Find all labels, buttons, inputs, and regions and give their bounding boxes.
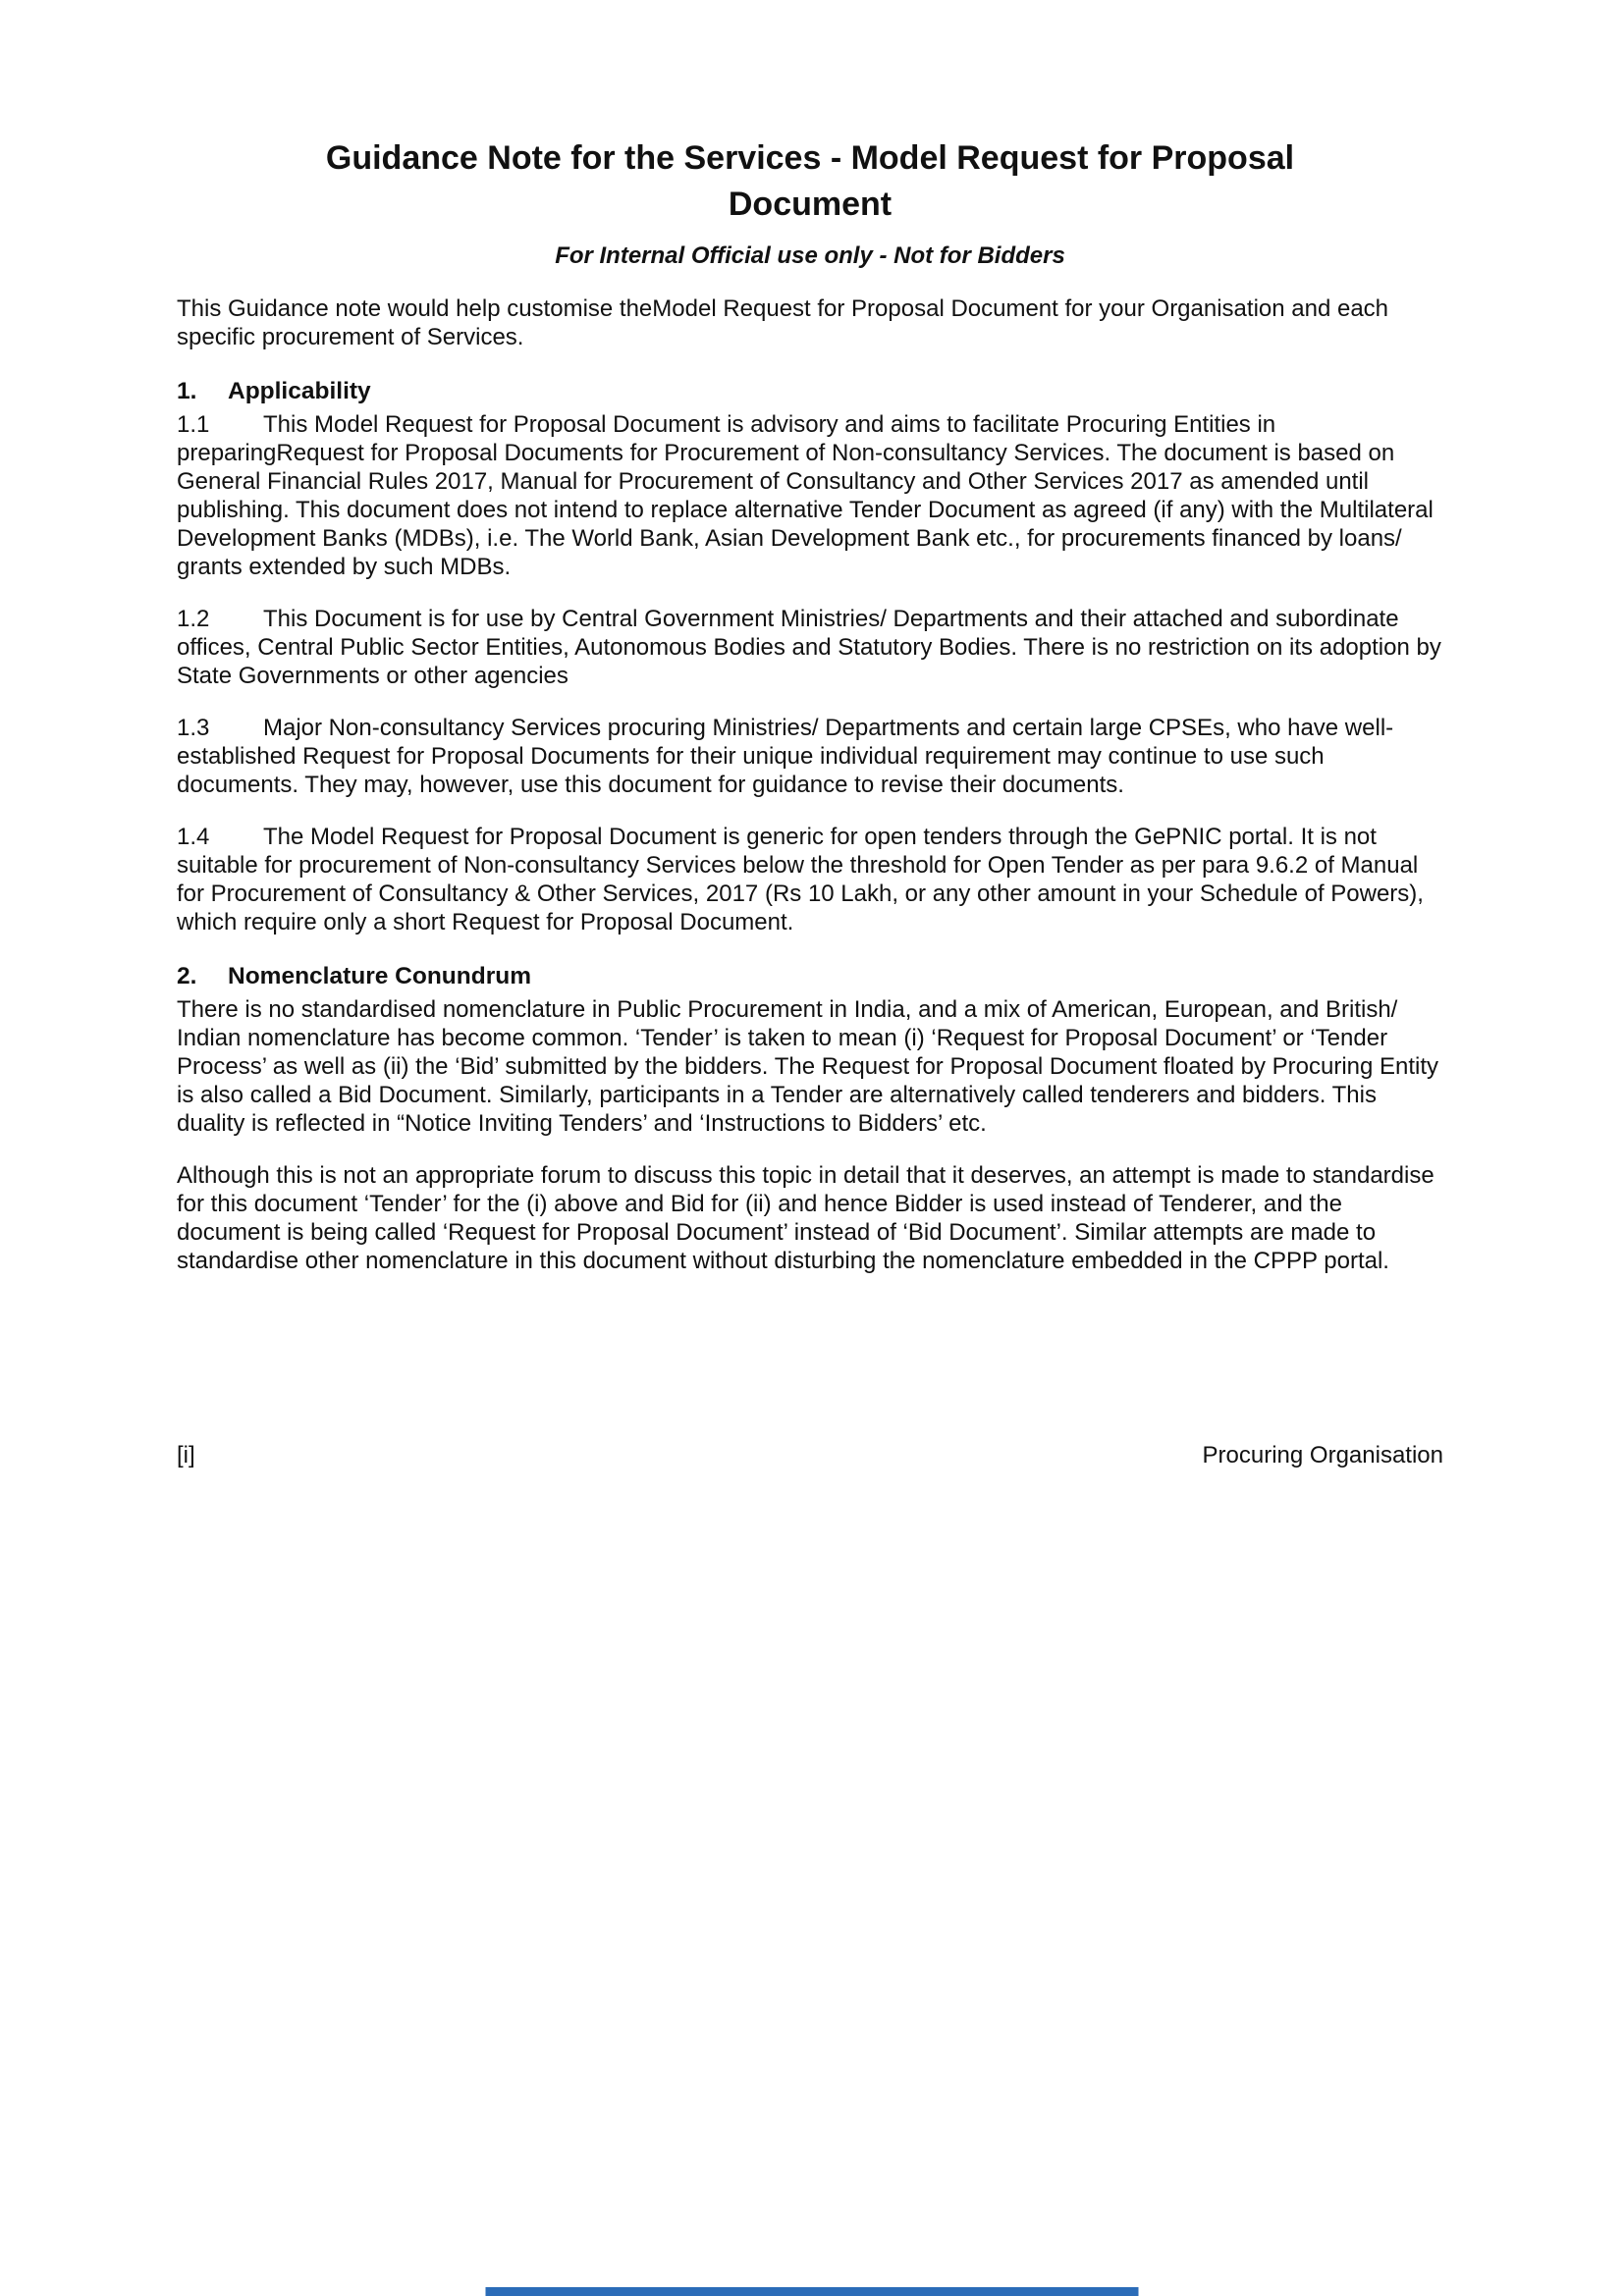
page-footer: [177, 1441, 1443, 1469]
footer-page-number: [i]: [177, 1442, 195, 1468]
page-title-line2: Document: [728, 186, 893, 223]
paragraph-1-2: [177, 605, 1443, 690]
paragraph-1-1: [177, 410, 1443, 581]
paragraph-2-1: There is no standardised nomenclature in Public Procurement in India, and a mix of American, European, and British/ Indian nomenclature has become common. ‘Tender’ is taken to mean (i) ‘Request for Proposal Document’ or ‘Tender Process’ as well as (ii) the ‘Bid’ submitted by the bidders. The Request for Proposal Document floated by Procuring Entity is also called a Bid Document. Similarly, participants in a Tender are alternatively called tenderers and bidders. This duality is reflected in “Notice Inviting Tenders’ and ‘Instructions to Bidders’ etc.: [177, 996, 1439, 1137]
section-heading-text: Nomenclature Conundrum: [228, 963, 531, 989]
next-page-top-edge: [486, 2287, 1139, 2296]
paragraph-1-3: [177, 714, 1443, 799]
paragraph-text: This Document is for use by Central Government Ministries/ Departments and their attached and subordinate offices, Central Public Sector Entities, Autonomous Bodies and Statutory Bodies. There is no restriction on its adoption by State Governments or other agencies: [177, 606, 1441, 689]
section-heading-text: Applicability: [228, 378, 371, 404]
section-number: 2.: [177, 963, 197, 989]
paragraph-text: Major Non-consultancy Services procuring Ministries/ Departments and certain large CPSEs, who have well-established Request for Proposal Documents for their unique individual requirement may continue to use such documents. They may, however, use this document for guidance to revise their documents.: [177, 715, 1394, 798]
intro-paragraph: This Guidance note would help customise theModel Request for Proposal Document for your Organisation and each specific procurement of Services.: [177, 295, 1389, 350]
paragraph-number: 1.2: [177, 606, 210, 632]
paragraph-text: The Model Request for Proposal Document is generic for open tenders through the GePNIC portal. It is not suitable for procurement of Non-consultancy Services below the threshold for Open Tender as per para 9.6.2 of Manual for Procurement of Consultancy & Other Services, 2017 (Rs 10 Lakh, or any other amount in your Schedule of Powers), which require only a short Request for Proposal Document.: [177, 824, 1424, 935]
paragraph-1-4: [177, 823, 1443, 936]
paragraph-2-2: Although this is not an appropriate forum to discuss this topic in detail that it deserves, an attempt is made to standardise for this document ‘Tender’ for the (i) above and Bid for (ii) and hence Bidder is used instead of Tenderer, and the document is being called ‘Request for Proposal Document’ instead of ‘Bid Document’. Similar attempts are made to standardise other nomenclature in this document without disturbing the nomenclature embedded in the CPPP portal.: [177, 1162, 1435, 1274]
section-number: 1.: [177, 378, 197, 404]
paragraph-number: 1.4: [177, 824, 210, 850]
page-title: [177, 135, 1443, 228]
section-heading-nomenclature: [177, 962, 1443, 991]
page-title-line1: Guidance Note for the Services - Model Request for Proposal: [325, 139, 1295, 177]
section-heading-applicability: [177, 377, 1443, 406]
paragraph-number: 1.3: [177, 715, 210, 741]
page-subtitle: For Internal Official use only - Not for Bidders: [555, 242, 1065, 269]
footer-organisation-label: Procuring Organisation: [1202, 1442, 1443, 1468]
paragraph-text: This Model Request for Proposal Document is advisory and aims to facilitate Procuring Entities in preparingRequest for Proposal Documents for Procurement of Non-consultancy Services. The document is based on General Financial Rules 2017, Manual for Procurement of Consultancy and Other Services 2017 as amended until publishing. This document does not intend to replace alternative Tender Document as agreed (if any) with the Multilateral Development Banks (MDBs), i.e. The World Bank, Asian Development Bank etc., for procurements financed by loans/ grants extended by such MDBs.: [177, 411, 1434, 580]
paragraph-number: 1.1: [177, 411, 210, 438]
